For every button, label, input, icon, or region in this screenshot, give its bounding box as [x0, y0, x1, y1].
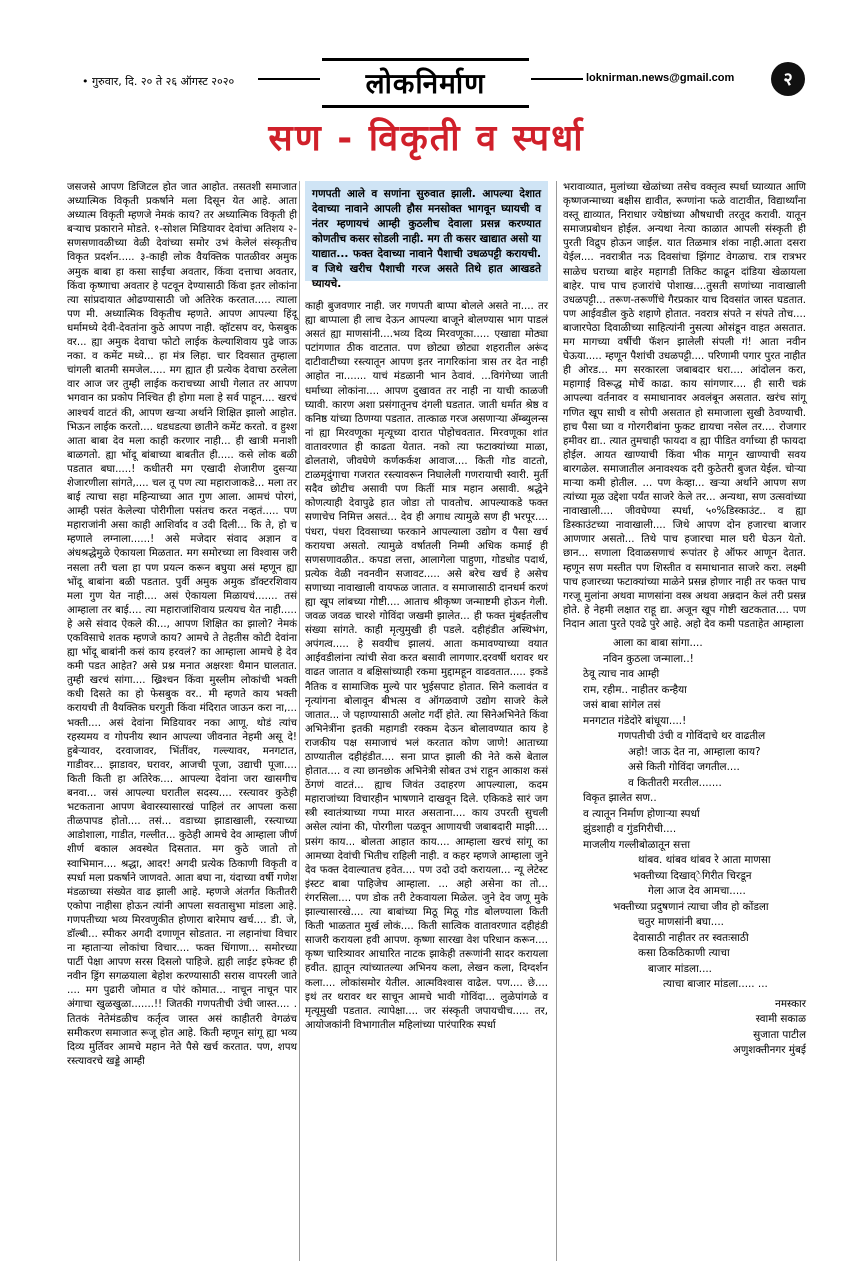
poem-line: चतुर माणसांनी बघा.... — [638, 916, 724, 928]
header-rule-right — [531, 78, 583, 80]
poem-line: असे किती गोविंदा जगतील.... — [628, 761, 740, 773]
column-divider — [299, 181, 300, 1261]
page-header — [0, 58, 853, 102]
poem-line: बाजार मांडला.... — [648, 962, 712, 975]
signature-line: स्वामी सकाळ — [755, 1013, 806, 1025]
poem-line: कसा ठिकठिकाणी त्याचा — [638, 947, 730, 959]
page-number-badge: २ — [771, 62, 805, 96]
poem-line: राम, रहीम.. नाहीतर कन्हैया — [583, 683, 687, 696]
header-rule-left — [258, 78, 320, 80]
author-signature — [563, 997, 806, 1059]
poem-line: गणपतीची उंची व गोविंदाचे थर वाढतील — [618, 730, 766, 742]
poem-line: झुंडशाही व गुंडगिरीची.... — [583, 823, 677, 835]
article-headline: सण - विकृती व स्पर्धा — [268, 118, 585, 159]
article-column-1: जसजसे आपण डिजिटल होत जात आहोत. तसतशी समाजात अध्यात्मिक विकृती प्रकर्षाने मला दिसून येत आहे. आता अध्यात्म विकृती म्हणजे नेमकं काय? तर अध्यात्मिक विकृती ही बऱ्याच प्रकाराने मोडते. १-सोशल मिडियावर देवांचा अतिशय २-सणसणावळीच्या वेळी देवांच्या समोर उभं केलेलं संस्कृतीच विकृत प्रदर्शन..... ३-काही लोक वैयक्तिक पातळीवर अमुक अमुक बाबा हा कसा साईंचा अवतार, किंवा दत्ताचा अवतार, किंवा कृष्णाचा अवतार हे पटवून देण्यासाठी किंवा इतर लोकांना त्या सांप्रदायात ओढण्यासाठी जो अतिरेक करतात..... त्याला पण मी. अध्यात्मिक विकृतीच म्हणते. आपण आपल्या हिंदू धर्मामध्ये देवी-देवतांना कुठे आपण नाही. व्हॉटसप वर, फेसबुक वर... ह्या अमुक देवाचा फोटो लाईक केल्याशिवाय पुढे जाऊ नका. व कमेंट मध्ये... हा मंत्र लिहा. चार दिवसात तुम्हाला चांगली बातमी समजेल..... मग ह्यात ही प्रत्येक देवाचा ठरलेला वार आज जर तुम्ही लाईक कराचच्या आधी गेलात तर आपण भगवान का प्रकोप निश्चित ही होगा मला हे सर्व पाहून.... खरचं आश्चर्य वाटतं की, आपण खऱ्या अर्थाने शिक्षित झालो आहोत. भिऊन लाईक करतो.... धडधडत्या छातीने कमेंट करतो. व हुश्श आता बाबा देव मला काही करणार नाही... ही खात्री मनाशी बाळगतो. ह्या भोंदू बांबाच्या बाबतीत ही..... कसे लोक बळी पडतात बघा.....! कधीतरी मग एखादी शेजारीण दुसऱ्या शेजारणीला सांगते,.... चल तू पण त्या महाराजाकडे... मला तर बाई त्याचा सहा महिन्याच्या आत गुण आला. आमचं पोरगं, आम्ही पसंत केलेल्या पोरीगीला पसंतच करत नव्हतं..... पण महाराजांनी असा काही आशिर्वाद व उदी दिली... कि ते, हो च म्हणाले लग्नाला......! असे मजेदार संवाद अज्ञान व अंधश्रद्धेमुळे ऐकायला मिळतात. मग समोरच्या ला विश्वास जरी नसला तरी चला हा पण प्रयत्न करून बघुया असं म्हणून ह्या भोंदू बाबांना बळी पडतात. पुर्वी अमुक अमुक डॉक्टरशिवाय मला गुण येत नाही.... असं ऐकायला मिळायचं....... तसं आम्हाला तर बाई.... त्या महाराजांशिवाय प्रत्ययच येत नाही..... हे असे संवाद ऐकले की..., आपण शिक्षित का झालो? नेमकं एकविसाचे शतक म्हणजे काय? आमचे ते तेहतीस कोटी देवांना ह्या भोंदू बाबांनी कसं काय हरवलं? का आम्हाला आमचे हे देव कमी पडत आहेत? असे प्रश्न मनात अक्षरशः थैमान घालतात. तुम्ही खरचं सांगा.... ख्रिश्चन किंवा मुस्लीम लोकांची भक्ती कधी दिसते का हो फेसबुक वर.. मी म्हणते काय भक्ती करायची ती वैयक्तिक घरगुती किंवा मंदिरात जाऊन करा ना,... भक्ती.... असं देवांना मिडियावर नका आणू. थोडं त्यांच रहस्यमय व गोपनीय स्थान आपल्या जीवनात नेहमी असू दे! हुबेऱ्यावर, दरवाजावर, भिंतींवर, गल्ल्यावर, मनगटात, गाडीवर... झाडावर, घरावर, आजची पूजा, उद्याची पूजा.... किती किती हा अतिरेक.... आपल्या देवांना जरा खासगीच बनवा... जसं आपल्या घरातील सदस्य.... रस्त्यावर कुठेही भटकताना आपण बेवारस्यासारखं पाहिलं तर आपला कसा तीळपापड होतो.... तसं... वडाच्या झाडाखाली, रस्त्याच्या आडोशाला, गाडीत, गल्लीत... कुठेही आमचे देव आम्हाला जीर्ण शीर्ण बकाल अवस्थेत दिसतात. मग कुठे जातो तो स्वाभिमान.... श्रद्धा, आदर! अगदी प्रत्येक ठिकाणी विकृती व स्पर्धा मला प्रकर्षाने जाणवते. आता बघा ना, यंदाच्या वर्षी गणेश मंडळाच्या संख्येत वाढ झाली आहे. म्हणजे अंतर्गत कितीतरी एकोपा नाहीसा होऊन त्यांनी आपला सवतासुभा मांडला आहे. गणपतीच्या भव्य मिरवणुकीत होणारा बारेमाप खर्च.... डी. जे, डॉल्बी... स्पीकर अगदी दणाणून सोडतात. ना लहानांचा विचार ना म्हाताऱ्या लोकांचा विचार.... फक्त धिंगाणा... समोरच्या पार्टी पेक्षा आपण सरस दिसलो पाहिजे. ह्यही लाईट इफेक्ट ही नवीन ड्रिंग सगळयाला बेहोश करण्यासाठी सरास वापरली जाते .... मग पुढारी जोमात व पोरं कोमात... नाचून नाचून पार अंगाचा खुळखुळा.......!! जितकी गणपतीची उंची जास्त.... . तितकं नेतेमंडळीच कर्तृत्व जास्त असं काहीतरी वेगळंच समीकरण समाजात रूजू होत आहे. किती म्हणून सांगू ह्या भव्य दिव्य मुर्तिवर आमचे महान नेते पैसे खर्च करतात. पण, शपथ रस्त्यावरचे खड्डे आम्ही — [67, 182, 297, 1067]
poem-line: नविन कुठला जन्माला..! — [603, 652, 694, 665]
article-column-3: भरावाव्यात, मुलांच्या खेळांच्या तसेच वक्तृत्व स्पर्धा घ्याव्यात आणि कृष्णजन्माच्या बक्षीस द्यावीत, रूग्णांना फळे वाटावीत, विद्यार्थ्यांना वस्तू द्याव्यात, निराधार ज्येष्ठांच्या औषधाची तरतूद करावी. यातून समाजप्रबोधन होईल. अन्यथा नेत्या काळात आपली संस्कृती ही पुरती विद्रुप होऊन जाईल. यात तिळमात्र शंका नाही.आता दसरा येईल.... नवरात्रीत नऊ दिवसांचा झिंगाट वेगळाच. रात्र रात्रभर साळेच घराच्या बाहेर महागडी तिकिट काढून दांडिया खेळायला बाहेर. पाच पाच हजारांचे पोशाख....तुसती सणांच्या नावाखाली उधळपट्टी... तरूण-तरूणींचे गैरप्रकार याच दिवसांत जास्त घडतात. पण आईवडील कुठे शहाणे होतात. नवरात्र संपते न संपते तोच.... बाजारपेठा दिवाळीच्या साहित्यांनी नुसत्या ओसंडून वाहत असतात. मग मागच्या वर्षीची फॅशन झालेली संपली गं! आता नवीन घेऊया..... म्हणून पैशांची उधळपट्टी.... परिणामी पगार पुरत नाहीत ही ओरड... मग सरकारला जबाबदार धरा.... आंदोलन करा, महागाई विरूद्ध मोर्चे काढा. काय सांगणार.... ही सारी चक्रं आपल्या वर्तनावर व समाधानावर अवलंबून असतात. खरंच सांगू गणित खूप साधी व सोपी असतात हो समाजाला सुखी ठेवण्याची. हाच पैसा घ्या व गोरगरीबांना फुकट द्यायचा नसेल तर.... रोजगार हमीवर द्या.. त्यात तुमचाही फायदा व ह्या पीडित वर्गाच्या ही फायदा होईल. आयत खाण्याची किंवा भीक मागून खाण्याची सवय बारगळेल. समाजातील अनावश्यक दरी कुठेतरी बुजत येईल. चोऱ्या माऱ्या कमी होतील. ... पण केव्हा... खऱ्या अर्थाने आपण सण त्यांच्या मूळ उद्देशा पर्यंत साजरे केले तर... अन्यथा, सण उत्सवांच्या नावाखाली.... जीवघेण्या स्पर्धा, ५०%डिस्काउंट.. व ह्या डिस्काउंटच्या नावाखाली.... जिथे आपण दोन हजारचा बाजार आणणार असतो... तिथे पाच हजारचा माल घरी घेऊन येतो. छान... सणाला दिवाळसणाचं रूपांतर हे ऑफर आणून देतात. म्हणून सण मस्तीत पण शिस्तीत व समाधानात साजरे करा. लक्ष्मी पाच हजारच्या फटाक्यांच्या माळेने प्रसन्न होणार नाही तर फक्त पाच गरजू मुलांना अथवा माणसांना वस्त्र अथवा अन्नदान केलं तरी प्रसन्न होते. हे नेहमी लक्षात राहू द्या. अजून खूप गोष्टी खटकतात.... पण निदान आता पुरते एवढे पुरे आहे. अहो देव कमी पडताहेत आम्हाला आला का बाबा सांगा.... नविन कुठला जन्माला..! ठेवू त्याच नाव आम्ही राम, रहीम.. नाहीतर कन्हैया जसं बाबा सांगेल तसं मनगटात गंडेदोरे बांधूया....! गणपतीची उंची व गोविंदाचे थर वाढतील अहो! जाऊ देत ना, आम्हाला काय? असे किती गोविंदा जगतील.... व कितीतरी मरतील....... विकृत झालेत सण.. व त्यातून निर्माण होणाऱ्या स्पर्धा झुंडशाही व गुंडगिरीची.... माजलीय गल्लीबोळातून सत्ता थांबव. थांबव थांबव रे आता माणसा भक्तीच्या दिखाव्ेगिरीत चिरडून गेला आज देव आमचा..... भक्तीच्या प्रदुषणानं त्याचा जीव हो कोंडला चतुर माणसांनी बघा.... देवासाठी नाहीतर तर स्वतःसाठी कसा ठिकठिकाणी त्याचा बाजार मांडला.... त्याचा बाजार मांडला..... ... नमस्कार स्वामी सकाळ सुजाता पाटील अणुशक्तीनगर मुंबई — [563, 181, 806, 1261]
poem-line: थांबव. थांबव थांबव रे आता माणसा — [638, 854, 771, 866]
poem-line: देवासाठी नाहीतर तर स्वतःसाठी — [633, 931, 749, 944]
pull-quote: गणपती आले व सणांना सुरुवात झाली. आपल्या देशात देवाच्या नावाने आपली हौस मनसोक्त भागवून घ्यायची व नंतर म्हणायचं आम्ही कुठलीच देवाला प्रसन्न करण्यात कोणतीच कसर सोडली नाही. मग ती कसर खाद्यात असो या याद्यात... फक्त देवाच्या नावाने पैशाची उधळपट्टी करायची. व जिथे खरीच पैशाची गरज असते तिथे हात आखडते घ्यायचे. — [305, 181, 548, 281]
signature-line: अणुशक्तीनगर मुंबई — [732, 1044, 806, 1056]
column-divider — [556, 181, 557, 1261]
poem-line: मनगटात गंडेदोरे बांधूया....! — [583, 714, 687, 727]
poem-line: गेला आज देव आमचा..... — [648, 885, 746, 897]
poem-line: अहो! जाऊ देत ना, आम्हाला काय? — [628, 745, 761, 758]
poem-line: आला का बाबा सांगा.... — [613, 637, 703, 649]
poem — [563, 636, 806, 993]
poem-line: विकृत झालेत सण.. — [583, 792, 657, 804]
masthead-logo: लोकनिर्माण — [322, 58, 529, 108]
signature-line: नमस्कार — [775, 997, 806, 1010]
contact-email: loknirman.news@gmail.com — [586, 72, 735, 84]
poem-line: जसं बाबा सांगेल तसं — [583, 699, 661, 711]
article-column-2: काही बुजवणार नाही. जर गणपती बाप्पा बोलले असते ना.... तर ह्या बाप्पाला ही लाच देऊन आपल्या बाजूने बोलण्यास भाग पाडलं असतं ह्या माणसांनी....भव्य दिव्य मिरवणूका..... एखाद्या मोठ्या पटांगणात ठीक वाटतात. पण छोट्या छोट्या शहरातील अरूंद दाटीवाटीच्या रस्त्यातून आपण इतर नागरिकांना त्रास तर देत नाही आहोत ना....... याचं मंडळानी भान ठेवावं. ...विगंगेच्या जाती धर्माच्या लोकांना.... आपण दुखावत तर नाही ना याची काळजी घ्यावी. कारण अशा प्रसंगातूनच दंगली घडतात. जाती धर्मात श्रेष्ठ व कनिष्ठ यांच्या ठिणग्या पडतात. तात्काळ गरज असणाऱ्या ॲम्ब्युलन्स नां ह्या मिरवणूका मृत्यूच्या दारात पोहोचवतात. मिरवणूका शांत वातावरणात ही काढता येतात. नको त्या फटाक्यांच्या माळा, ढोलताशे, जीवघेणे कर्णकर्कश आवाज.... किती गोड वाटतो, टाळमृदुंगाचा गजरात रस्त्यावरून निघालेली गणरायाची स्वारी. मुर्ती सदैव छोटीच असावी पण कितीं मात्र महान असावी. श्रद्धेने कोणत्याही देवापुढे हात जोडा तो पावतोच. आपल्याकडे फक्त सणाचेच निमित्त असतं... देव ही अगाध त्यामुळे सण ही भरपूर.... पंधरा, पंधरा दिवसाच्या फरकाने आपल्याला उद्योग व पैसा खर्च करायचा असतो. त्यामुळे वर्षातली निम्मी अधिक कमाई ही सणसणावळीत.. कपडा लत्ता, आलागेला पाहुणा, गोडधोड पदार्थ, प्रत्येक वेळी नवनवीन सजावट..... असे बरेच खर्च हे असेच सणाच्या नावाखाली वायफळ जातात. व समाजासाठी दानधर्म करणं ह्या खूप लांबच्या गोष्टी.... आताच श्रीकृष्ण जन्माष्टमी होऊन गेली. जवळ जवळ चारशे गोविंदा जखमी झालेत... ही फक्त मुंबईतलीच संख्या सांगते. काही मृत्युमुखी ही पडले. दहीहंडीत अस्थिभंग, अपंगत्व..... हे सवयीच झालयं. आता कमावण्याच्या वयात आईवडीलांना त्यांची सेवा करत बसावी लागणार.दरवर्षी थरावर थर वाढत जातात व बक्षिसांच्याही रकमा मुद्दामहून वाढवतात..... इकडे नैतिक व सामाजिक मुल्ये पार भुईसपाट होतात. सिने कलावंत व नृत्यांगना बोलावून बीभत्स व ऑगळवाणे उद्योग साजरे केले जातात... जे पहाण्यासाठी अलोट गर्दी होते. त्या सिनेअभिनेते किंवा अभिनेत्रींना इतकी महागडी रक्कम देऊन बोलावण्यात काय हे राजकीय पक्ष समाजाचं भलं करतात कोण जाणे! आताच्या ठाण्यातील दहीहंडीत.... सना प्राप्त झाली की नेते कसे बेताल होतात.... व त्या छानछोक अभिनेत्री सोबत उभं राहून आकाश कसं ठेंगणं वाटतं... ह्याच जिवंत उदाहरण आपल्याला, कदम महाराजांच्या विचारहीन भाषणाने दाखवून दिले. एकिकडे सारं जग स्त्री स्वातंत्र्याच्या गप्पा मारत असताना.... काय उपरती सुचली असेल त्यांना की, पोरगीला पळवून आणायची जबाबदारी माझी.... प्रसंग काय... बोलता आहात काय.... आम्हाला खरचं सांगू का आमच्या देवांची भितीच राहिली नाही. व कहर म्हणजे आम्हाला जुने देव फक्त देवाल्यातच हवेत.... पण उदो उदो करायला... न्यू लेटेस्ट इंस्टट बाबा पाहिजेच आम्हाला. ... अहो असेना का तो... रंगरसिला.... पण डोक तरी टेकवायला मिळेल. जुने देव जणू मुके झाल्यासारखे.... त्या बाबांच्या मिठू मिठू गोड बोलण्याला किती किती भाळतात मुर्ख लोकं.... किती सात्विक वातावरणात दहीहंडी साजरी करायला हवी आपण. कृष्णा सारखा वेश परिधान करून.... कृष्ण चारित्र्यावर आधारित नाटक झाकेही तरूणांनी सादर करायला हवीत. ह्यातून त्यांच्यातल्या अभिनय कला, लेखन कला, दिग्दर्शन कला.... लोकांसमोर येतील. आत्मविश्वास वाढेल. पण.... छे.... इथं तर थरावर थर साचून आमचे भावी गोविंदा... लुळेपांगळे व मृत्यूमुखी पडतात. त्यापेक्षा.... जर संस्कृती जपायचीच..... तर, आयोजकांनी विभागातील महिलांच्या पारंपारिक स्पर्धा — [305, 301, 548, 1031]
poem-line: भक्तीच्या प्रदुषणानं त्याचा जीव हो कोंडला — [613, 900, 769, 913]
signature-line: सुजाता पाटील — [753, 1028, 806, 1041]
poem-line: भक्तीच्या दिखाव्ेगिरीत चिरडून — [633, 869, 752, 882]
poem-line: ठेवू त्याच नाव आम्ही — [583, 668, 660, 680]
poem-line: व त्यातून निर्माण होणाऱ्या स्पर्धा — [583, 807, 700, 820]
poem-line: माजलीय गल्लीबोळातून सत्ता — [583, 838, 691, 851]
issue-date: • गुरुवार, दि. २० ते २६ ऑगस्ट २०२० — [82, 75, 235, 88]
poem-line: व कितीतरी मरतील....... — [628, 776, 722, 789]
poem-line: त्याचा बाजार मांडला..... ... — [663, 978, 768, 990]
